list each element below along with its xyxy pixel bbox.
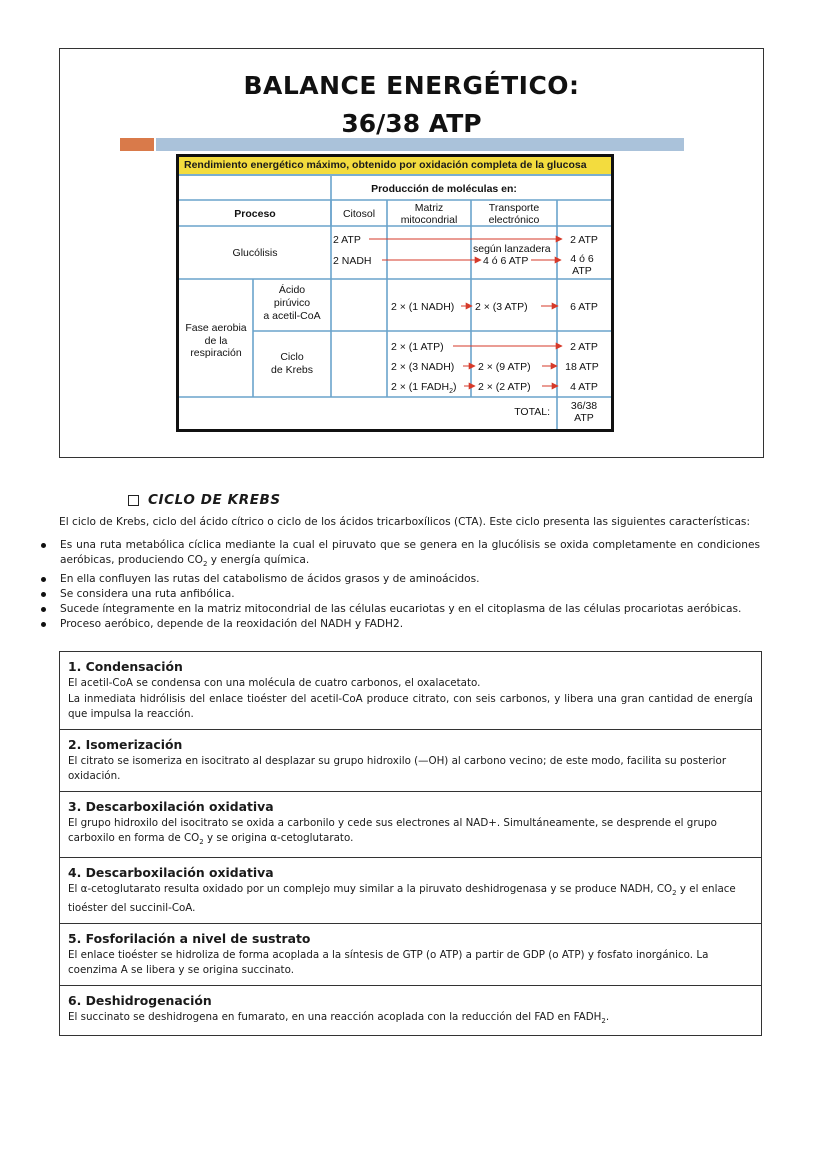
step-fosforilacion [60, 924, 761, 986]
krebs-res-atp: 2 ATP [570, 341, 598, 353]
col-proceso: Proceso [234, 208, 276, 220]
krebs-2atp: 2 × (2 ATP) [478, 381, 531, 393]
krebs-res-4: 4 ATP [570, 381, 598, 393]
col-citosol: Citosol [342, 208, 376, 220]
production-header: Producción de moléculas en: [371, 183, 517, 195]
step-text: El succinato se deshidrogena en fumarato, en una reacción acoplada con la reducción del FAD en $FADH_2$. [68, 1010, 610, 1025]
gl-res-46-line1: 4 ó 6 [570, 253, 594, 265]
step-text: El acetil-CoA se condensa con una molécula de cuatro carbonos, el oxalacetato. [68, 677, 481, 689]
col-matriz-line1: Matriz [414, 202, 444, 214]
gl-atp: 2 ATP [333, 234, 361, 246]
section-title: CICLO DE KREBS [148, 492, 281, 508]
intro-text: El ciclo de Krebs, ciclo del ácido cítrico o ciclo de los ácidos tricarboxílicos (CTA). Este ciclo presenta las siguientes características: [59, 516, 751, 528]
step-descarboxilacion-2 [60, 858, 761, 924]
step-text: El citrato se isomeriza en isocitrato al desplazar su grupo hidroxilo (—OH) al carbono vecino; de este modo, facilita su posterior oxidación. [68, 754, 727, 782]
pir-res: 6 ATP [570, 301, 598, 313]
checkbox-icon [128, 495, 139, 506]
krebs-section-heading [128, 492, 281, 508]
col-transporte-line1: Transporte [488, 202, 540, 214]
gl-res-2atp: 2 ATP [570, 234, 598, 246]
fase-line1: Fase aerobia [185, 322, 247, 334]
page-subtitle: 36/38 ATP [341, 109, 482, 138]
list-item: En ella confluyen las rutas del catabolismo de ácidos grasos y de aminoácidos. [40, 572, 760, 587]
step-isomerizacion [60, 730, 761, 792]
step-text: El enlace tioéster se hidroliza de forma acoplada a la síntesis de GTP (o ATP) a partir de GDP (o ATP) y fosfato inorgánico. La coenzima A se libera y se origina succinato. [68, 948, 709, 977]
col-matriz-line2: mitocondrial [400, 214, 458, 226]
step-title: 3. Descarboxilación oxidativa [68, 798, 274, 814]
total-label: TOTAL: [514, 406, 550, 418]
fase-line3: respiración [190, 347, 242, 359]
step-text: El α-cetoglutarato resulta oxidado por un complejo muy similar a la piruvato deshidrogenasa y se produce NADH, $CO_2$ y el enlace tioéster del succinil-CoA. [68, 882, 736, 915]
step-title: 1. Condensación [68, 659, 183, 674]
krebs-nadh: 2 × (3 NADH) [391, 361, 455, 373]
page-title: BALANCE ENERGÉTICO: [243, 71, 580, 100]
total-value-line1: 36/38 [570, 400, 598, 412]
krebs-atp: 2 × (1 ATP) [391, 341, 444, 353]
pir-atp: 2 × (3 ATP) [475, 301, 528, 313]
krebs-res-18: 18 ATP [565, 361, 599, 373]
list-item: Proceso aeróbico, depende de la reoxidación del NADH y FADH2. [40, 617, 760, 632]
table-caption: Rendimiento energético máximo, obtenido por oxidación completa de la glucosa [179, 157, 611, 176]
step-title: 2. Isomerización [68, 736, 183, 752]
step-text: La inmediata hidrólisis del enlace tioéster del acetil-CoA produce citrato, con seis carbonos, y libera una gran cantidad de energía que impulsa la reacción. [68, 692, 753, 720]
step-title: 6. Deshidrogenación [68, 992, 212, 1008]
decorative-bar-orange [120, 138, 154, 151]
step-title: 5. Fosforilación a nivel de sustrato [68, 930, 311, 946]
cuatro-seis-atp: 4 ó 6 ATP [483, 255, 529, 267]
step-title: 4. Descarboxilación oxidativa [68, 864, 274, 880]
krebs-line2: de Krebs [270, 364, 314, 376]
gl-nadh: 2 NADH [333, 255, 372, 267]
krebs-steps-table [59, 651, 762, 1036]
krebs-fadh: 2 × (1 $FADH_2$) [391, 381, 457, 395]
step-descarboxilacion-1 [60, 792, 761, 858]
step-deshidrogenacion [60, 986, 761, 1036]
list-item: Es una ruta metabólica cíclica mediante la cual el piruvato que se genera en la glucólisis se oxida completamente en condiciones aeróbicas, produciendo $CO_2$ y energía química. [40, 538, 760, 572]
krebs-line1: Ciclo [280, 351, 304, 363]
table-grid [179, 176, 611, 429]
step-text: El grupo hidroxilo del isocitrato se oxida a carbonilo y cede sus electrones al NAD+. Simultáneamente, se desprende el grupo carboxilo en forma de $CO_2$ y se origina α-cetoglutarato. [68, 816, 717, 847]
list-item: Sucede íntegramente en la matriz mitocondrial de las células eucariotas y en el citoplasma de las células procariotas aeróbicas. [40, 602, 760, 617]
pir-nadh: 2 × (1 NADH) [391, 301, 455, 313]
fase-line2: de la [204, 335, 228, 347]
col-transporte-line2: electrónico [488, 214, 540, 226]
energy-yield-table [176, 154, 614, 432]
krebs-9atp: 2 × (9 ATP) [478, 361, 531, 373]
energy-balance-panel [59, 48, 764, 458]
row-glucolisis: Glucólisis [232, 247, 278, 259]
list-item: Se considera una ruta anfibólica. [40, 587, 760, 602]
total-value-line2: ATP [574, 412, 594, 424]
piruvico-line3: a acetil-CoA [263, 310, 321, 322]
step-condensacion [60, 652, 761, 730]
piruvico-line2: pirúvico [273, 297, 311, 309]
decorative-bar-blue [156, 138, 684, 151]
piruvico-line1: Ácido [278, 284, 306, 296]
segun-lanzadera: según lanzadera [473, 243, 551, 255]
gl-res-46-line2: ATP [572, 265, 592, 277]
characteristics-list [40, 538, 760, 632]
